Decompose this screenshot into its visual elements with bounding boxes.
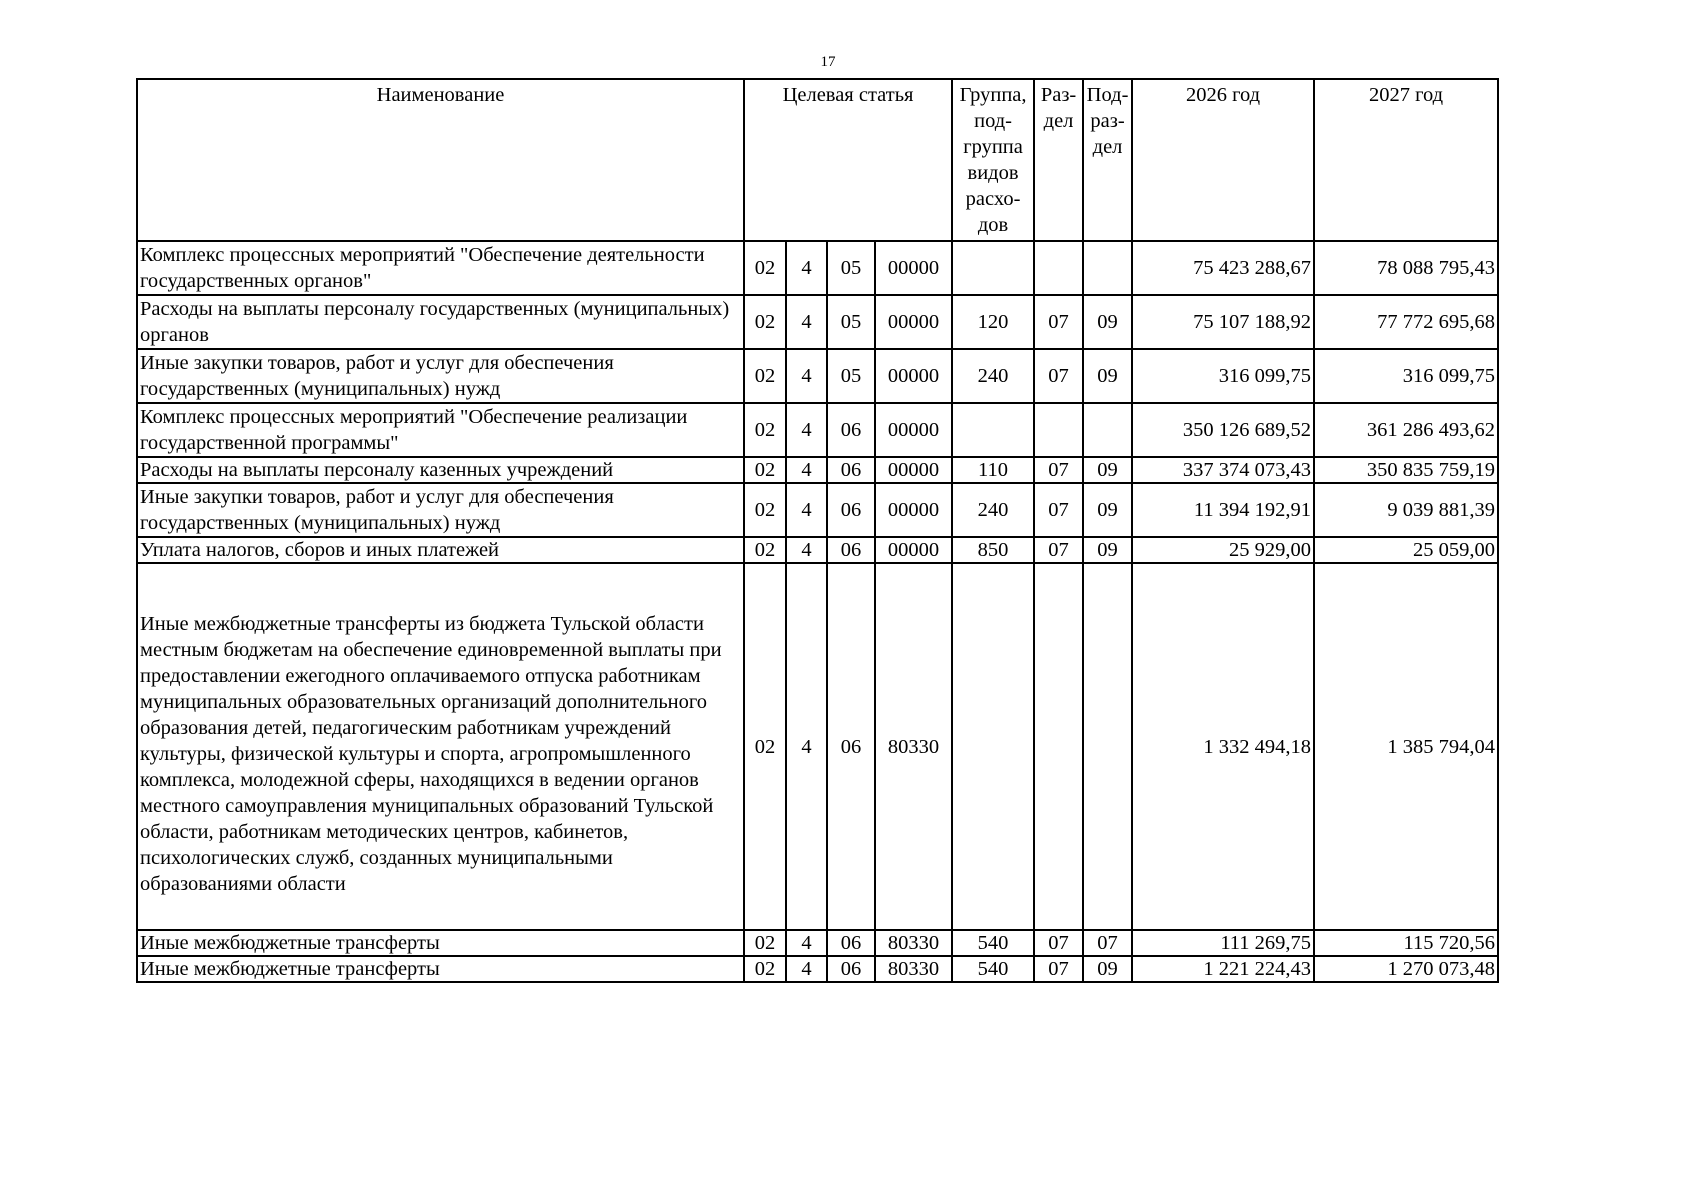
row-name: Иные межбюджетные трансферты [137,956,744,982]
amount-2026: 25 929,00 [1132,537,1314,563]
target-article-subprogram: 06 [827,563,875,930]
header-name: Наименование [137,79,744,241]
section: 07 [1034,295,1083,349]
amount-2026: 11 394 192,91 [1132,483,1314,537]
target-article-type: 4 [786,930,827,956]
row-name: Комплекс процессных мероприятий "Обеспечение деятельности государственных органов" [137,241,744,295]
subsection [1083,563,1132,930]
table-row [137,295,1498,349]
table-row [137,241,1498,295]
row-name: Расходы на выплаты персоналу государственных (муниципальных) органов [137,295,744,349]
table-row [137,403,1498,457]
row-name: Иные закупки товаров, работ и услуг для обеспечения государственных (муниципальных) нужд [137,349,744,403]
target-article-subprogram: 06 [827,403,875,457]
target-article-subprogram: 06 [827,956,875,982]
row-name: Иные межбюджетные трансферты [137,930,744,956]
expense-group: 540 [952,930,1034,956]
target-article-program: 02 [744,956,786,982]
section [1034,241,1083,295]
subsection: 09 [1083,483,1132,537]
target-article-program: 02 [744,537,786,563]
expense-group: 240 [952,349,1034,403]
target-article-direction: 00000 [875,457,952,483]
expense-group: 850 [952,537,1034,563]
subsection: 09 [1083,537,1132,563]
amount-2026: 111 269,75 [1132,930,1314,956]
section: 07 [1034,483,1083,537]
target-article-direction: 00000 [875,403,952,457]
amount-2027: 1 270 073,48 [1314,956,1498,982]
target-article-program: 02 [744,349,786,403]
target-article-program: 02 [744,930,786,956]
target-article-type: 4 [786,563,827,930]
subsection: 09 [1083,295,1132,349]
target-article-program: 02 [744,295,786,349]
target-article-direction: 80330 [875,563,952,930]
target-article-program: 02 [744,403,786,457]
table-row [137,930,1498,956]
row-name: Иные закупки товаров, работ и услуг для обеспечения государственных (муниципальных) нужд [137,483,744,537]
target-article-type: 4 [786,241,827,295]
table-row [137,537,1498,563]
target-article-subprogram: 06 [827,930,875,956]
target-article-type: 4 [786,295,827,349]
expense-group: 240 [952,483,1034,537]
target-article-subprogram: 05 [827,241,875,295]
expense-group: 540 [952,956,1034,982]
table-row [137,349,1498,403]
amount-2026: 1 332 494,18 [1132,563,1314,930]
header-section: Раз-дел [1034,79,1083,241]
row-name: Комплекс процессных мероприятий "Обеспечение реализации государственной программы" [137,403,744,457]
section: 07 [1034,457,1083,483]
amount-2027: 9 039 881,39 [1314,483,1498,537]
target-article-type: 4 [786,349,827,403]
table-body [137,241,1498,982]
target-article-type: 4 [786,537,827,563]
amount-2027: 361 286 493,62 [1314,403,1498,457]
budget-table [136,78,1499,983]
amount-2027: 350 835 759,19 [1314,457,1498,483]
target-article-subprogram: 05 [827,295,875,349]
table-row [137,483,1498,537]
section: 07 [1034,537,1083,563]
target-article-type: 4 [786,956,827,982]
section: 07 [1034,930,1083,956]
subsection: 09 [1083,457,1132,483]
table-row [137,956,1498,982]
amount-2026: 75 423 288,67 [1132,241,1314,295]
target-article-direction: 00000 [875,537,952,563]
subsection [1083,403,1132,457]
expense-group [952,241,1034,295]
amount-2026: 75 107 188,92 [1132,295,1314,349]
subsection: 09 [1083,349,1132,403]
table-row [137,457,1498,483]
header-year-2027: 2027 год [1314,79,1498,241]
target-article-program: 02 [744,457,786,483]
amount-2027: 78 088 795,43 [1314,241,1498,295]
section [1034,403,1083,457]
expense-group [952,563,1034,930]
header-subsection: Под-раз-дел [1083,79,1132,241]
header-year-2026: 2026 год [1132,79,1314,241]
table-row [137,563,1498,930]
header-row [137,79,1498,241]
row-name: Иные межбюджетные трансферты из бюджета Тульской области местным бюджетам на обеспечение единовременной выплаты при предоставлении ежегодного оплачиваемого отпуска работникам муниципальных образовательных организаций дополнительного образования детей, педагогическим работникам учреждений культуры, физической культуры и спорта, агропромышленного комплекса, молодежной сферы, находящихся в ведении органов местного самоуправления муниципальных образований Тульской области, работникам методических центров, кабинетов, психологических служб, созданных муниципальными образованиями области [137,563,744,930]
target-article-program: 02 [744,241,786,295]
section [1034,563,1083,930]
header-target-article: Целевая статья [744,79,952,241]
section: 07 [1034,349,1083,403]
expense-group: 110 [952,457,1034,483]
amount-2026: 1 221 224,43 [1132,956,1314,982]
target-article-direction: 80330 [875,930,952,956]
row-name: Расходы на выплаты персоналу казенных учреждений [137,457,744,483]
target-article-program: 02 [744,483,786,537]
subsection [1083,241,1132,295]
target-article-direction: 00000 [875,295,952,349]
amount-2026: 316 099,75 [1132,349,1314,403]
target-article-direction: 00000 [875,349,952,403]
amount-2027: 316 099,75 [1314,349,1498,403]
subsection: 07 [1083,930,1132,956]
row-name: Уплата налогов, сборов и иных платежей [137,537,744,563]
amount-2027: 115 720,56 [1314,930,1498,956]
amount-2026: 350 126 689,52 [1132,403,1314,457]
target-article-program: 02 [744,563,786,930]
target-article-type: 4 [786,403,827,457]
amount-2027: 25 059,00 [1314,537,1498,563]
target-article-type: 4 [786,457,827,483]
section: 07 [1034,956,1083,982]
expense-group [952,403,1034,457]
target-article-direction: 00000 [875,483,952,537]
subsection: 09 [1083,956,1132,982]
page-number: 17 [820,54,836,70]
target-article-subprogram: 06 [827,457,875,483]
target-article-subprogram: 05 [827,349,875,403]
target-article-direction: 00000 [875,241,952,295]
amount-2027: 77 772 695,68 [1314,295,1498,349]
amount-2026: 337 374 073,43 [1132,457,1314,483]
amount-2027: 1 385 794,04 [1314,563,1498,930]
target-article-subprogram: 06 [827,483,875,537]
expense-group: 120 [952,295,1034,349]
target-article-subprogram: 06 [827,537,875,563]
header-expense-group: Группа, под-группа видов расхо-дов [952,79,1034,241]
target-article-direction: 80330 [875,956,952,982]
target-article-type: 4 [786,483,827,537]
